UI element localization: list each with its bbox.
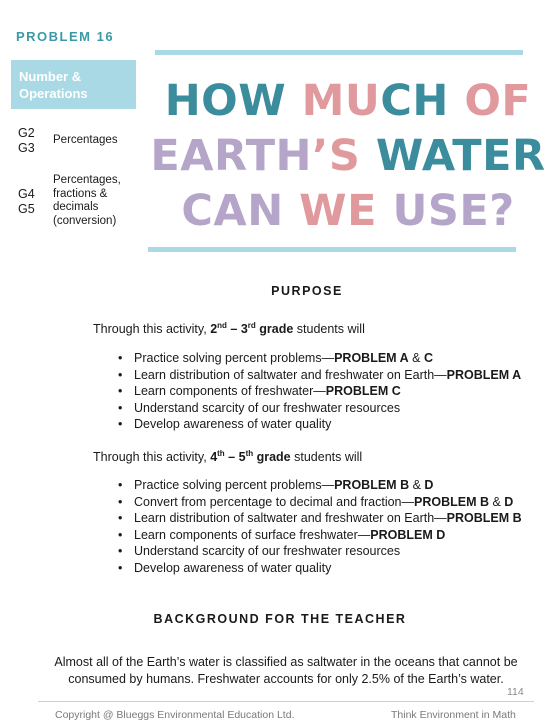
- item-text: Learn components of freshwater—: [134, 384, 326, 398]
- purpose-list-grades-4-5: [118, 477, 522, 576]
- item-text: Understand scarcity of our freshwater resources: [134, 400, 401, 415]
- title-segment: EARTH: [150, 131, 313, 181]
- grade-number: 3: [240, 322, 248, 336]
- item-text: Develop awareness of water quality: [134, 560, 332, 575]
- item-text: Understand scarcity of our freshwater resources: [134, 544, 401, 558]
- list-item: [118, 383, 521, 400]
- item-text: Learn distribution of saltwater and freshwater on Earth—: [134, 511, 447, 525]
- item-problem-ref: D: [424, 478, 434, 492]
- footer-divider: [38, 701, 534, 702]
- item-text: &: [489, 494, 505, 509]
- list-item: [118, 477, 522, 494]
- title-line-2: [130, 129, 560, 184]
- item-problem-ref: PROBLEM B: [334, 478, 410, 492]
- title-bottom-divider: [148, 247, 516, 252]
- list-item: [118, 527, 522, 544]
- page-title: [130, 74, 560, 239]
- list-item: [118, 510, 522, 527]
- background-heading: BACKGROUND FOR THE TEACHER: [153, 612, 407, 626]
- footer-copyright: Copyright @ Blueggs Environmental Education Ltd.: [55, 709, 295, 721]
- title-segment: MU: [301, 76, 381, 126]
- grade-dash: –: [224, 450, 239, 464]
- title-segment: CH: [380, 76, 465, 126]
- item-text: &: [408, 351, 424, 365]
- grade-ordinal: nd: [217, 320, 227, 330]
- item-text: Convert from percentage to decimal and fraction—: [134, 494, 414, 509]
- grade-label: G3: [18, 141, 35, 155]
- list-item: [118, 416, 521, 433]
- problem-label: PROBLEM 16: [16, 29, 115, 44]
- grade-label: G2: [18, 126, 35, 140]
- list-item: [118, 367, 521, 384]
- item-problem-ref: PROBLEM C: [325, 384, 401, 398]
- strand-box: Number & Operations: [11, 60, 136, 109]
- title-segment: WATER: [375, 131, 546, 181]
- title-line-1: [130, 74, 560, 129]
- purpose-list-grades-2-3: [118, 350, 521, 433]
- grade-label: G4: [18, 187, 35, 201]
- title-segment: CAN: [181, 186, 300, 236]
- title-segment: HOW: [164, 76, 302, 126]
- grade-word: grade: [255, 322, 294, 336]
- purpose-heading: PURPOSE: [271, 284, 343, 298]
- item-problem-ref: PROBLEM A: [446, 367, 522, 382]
- title-segment: USE?: [392, 186, 515, 236]
- page-number: 114: [507, 686, 524, 698]
- title-segment: WE: [299, 186, 393, 236]
- background-paragraph: Almost all of the Earth’s water is classified as saltwater in the oceans that cannot be consumed by humans. Freshwater accounts for only 2.5% of the Earth’s water.: [54, 655, 518, 686]
- intro-prefix: Through this activity,: [93, 450, 211, 464]
- grade-label: G5: [18, 202, 35, 216]
- item-problem-ref: D: [504, 494, 514, 509]
- item-text: Develop awareness of water quality: [134, 417, 332, 431]
- grade-topic: Percentages, fractions & decimals (conversion): [53, 174, 121, 227]
- title-segment: OF: [464, 76, 532, 126]
- purpose-intro-grades-4-5: [93, 450, 362, 464]
- item-problem-ref: C: [423, 351, 433, 365]
- item-problem-ref: PROBLEM B: [446, 511, 522, 525]
- intro-prefix: Through this activity,: [93, 322, 211, 336]
- grade-levels: [18, 126, 48, 156]
- list-item: [118, 400, 521, 417]
- list-item: [118, 350, 521, 367]
- grade-word: grade: [253, 450, 291, 464]
- purpose-intro-grades-2-3: [93, 322, 365, 336]
- grade-topic: Percentages: [53, 134, 118, 146]
- grade-dash: –: [226, 322, 241, 336]
- item-text: Learn components of surface freshwater—: [134, 527, 371, 542]
- grade-ordinal: th: [217, 448, 225, 458]
- intro-suffix: students will: [293, 322, 365, 336]
- item-text: Practice solving percent problems—: [134, 478, 335, 492]
- item-text: Practice solving percent problems—: [134, 351, 335, 365]
- grade-ordinal: rd: [247, 320, 256, 330]
- list-item: [118, 560, 522, 577]
- list-item: [118, 543, 522, 560]
- item-text: Learn distribution of saltwater and freshwater on Earth—: [134, 367, 447, 382]
- title-line-3: [130, 184, 560, 239]
- grade-ordinal: th: [245, 448, 254, 458]
- item-problem-ref: PROBLEM D: [370, 527, 446, 542]
- title-top-divider: [155, 50, 523, 55]
- footer-series: Think Environment in Math: [391, 709, 516, 721]
- item-problem-ref: PROBLEM B: [414, 494, 489, 509]
- grade-number: 4: [210, 450, 218, 464]
- grade-number: 2: [210, 322, 218, 336]
- item-problem-ref: PROBLEM A: [334, 351, 409, 365]
- title-segment: ’S: [312, 131, 376, 181]
- grade-levels: [18, 187, 48, 217]
- grade-number: 5: [238, 450, 246, 464]
- item-text: &: [409, 478, 425, 492]
- list-item: [118, 494, 522, 511]
- intro-suffix: students will: [290, 450, 363, 464]
